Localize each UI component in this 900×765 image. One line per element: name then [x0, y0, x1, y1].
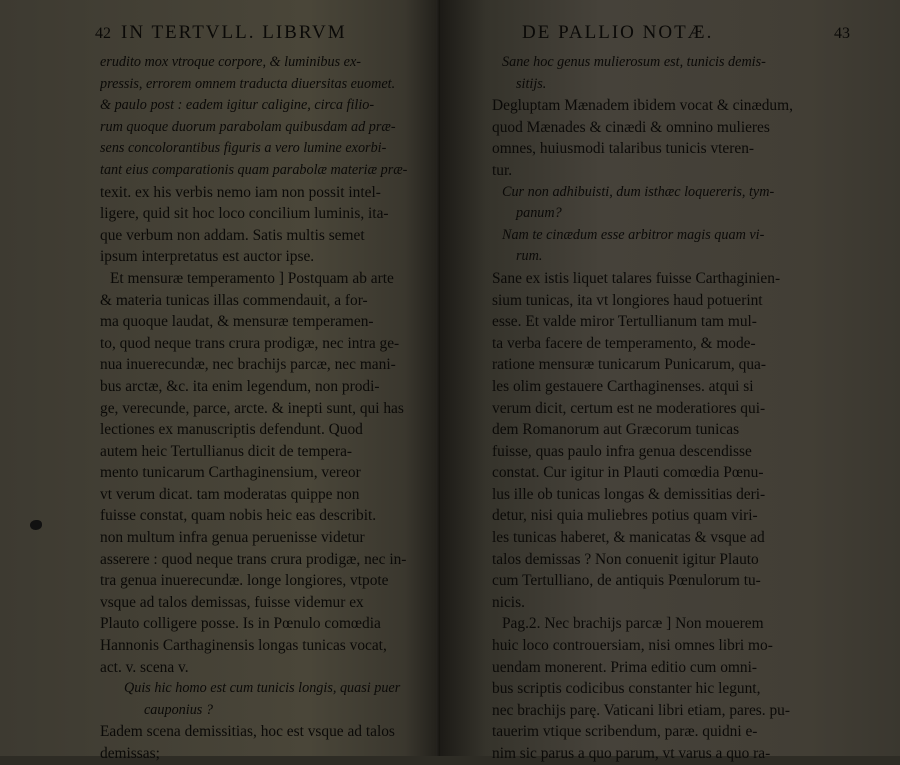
right-page-number: 43: [834, 25, 850, 42]
text-line: Cur non adhibuisti, dum isthæc loquereris, tym-: [502, 183, 775, 200]
text-line: erudito mox vtroque corpore, & luminibus ex-: [100, 54, 361, 70]
text-line: que verbum non addam. Satis multis semet: [100, 226, 365, 244]
text-line: quod Mænades & cinædi & omnino mulieres: [492, 118, 770, 136]
text-line: ge, verecunde, parce, arcte. & inepti sunt, qui has: [100, 399, 404, 417]
text-line: bus scriptis codicibus constanter hic legunt,: [492, 680, 761, 698]
text-line: ma quoque laudat, & mensuræ temperamen-: [100, 313, 374, 331]
left-running-header: [95, 22, 418, 46]
text-line: rum quoque duorum parabolam quibusdam ad præ-: [100, 118, 396, 135]
text-line: vt verum dicat. tam moderatas quippe non: [100, 485, 360, 503]
text-line: Nam te cinædum esse arbitror magis quam vi-: [502, 226, 765, 243]
text-line: & materia tunicas illas commendauit, a for-: [100, 291, 368, 309]
text-line: Degluptam Mænadem ibidem vocat & cinædum,: [492, 97, 793, 115]
text-line: esse. Et valde miror Tertullianum tam mul-: [492, 313, 757, 331]
text-line: Quis hic homo est cum tunicis longis, quasi puer: [124, 680, 401, 697]
text-line: cum Tertulliano, de antiquis Pœnulorum tu-: [492, 572, 761, 590]
text-line: ipsum interpretatus est auctor ipse.: [100, 248, 315, 266]
right-text-block: [492, 52, 810, 765]
text-line: cauponius ?: [144, 701, 213, 718]
text-line: nec brachijs parę. Vaticani libri etiam, pares. pu-: [492, 701, 791, 719]
left-running-head-title: IN TERTVLL. LIBRVM: [121, 22, 347, 43]
text-line: to, quod neque trans crura prodigæ, nec intra ge-: [100, 334, 400, 352]
text-line: act. v. scena v.: [100, 658, 189, 676]
text-line: fuisse constat, quam nobis heic eas describit.: [100, 507, 377, 525]
text-line: Hannonis Carthaginensis longas tunicas vocat,: [100, 637, 387, 655]
text-line: nicis.: [492, 593, 525, 611]
text-line: Sane hoc genus mulierosum est, tunicis demis-: [502, 54, 766, 70]
text-line: demissas;: [100, 745, 160, 762]
text-line: tauerim vtique scribendum, paræ. quidni e-: [492, 723, 758, 741]
text-line: les olim gestauere Carthaginenses. atqui si: [492, 377, 754, 395]
text-line: verum dicit, certum est ne moderatiores qui-: [492, 399, 766, 417]
text-line: sens concolorantibus figuris a vero lumine exorbi-: [100, 140, 387, 157]
text-line: non multum infra genua peruenisse videtur: [100, 529, 365, 547]
text-line: Pag.2. Nec brachijs parcæ ] Non mouerem: [502, 615, 764, 633]
text-line: tra genua inuerecundæ. longe longiores, vtpote: [100, 572, 389, 590]
text-line: ligere, quid sit hoc loco concilium luminis, ita-: [100, 205, 389, 223]
text-line: ta verba facere de temperamento, & mode-: [492, 334, 756, 352]
right-page: [440, 0, 900, 762]
text-line: sium tunicas, ita vt longiores haud potuerint: [492, 291, 763, 309]
text-line: uendam monerent. Prima editio cum omni-: [492, 658, 757, 676]
text-line: huic loco controuersiam, nisi omnes libri mo-: [492, 637, 773, 655]
text-line: ratione mensuræ tunicarum Punicarum, qua-: [492, 356, 766, 374]
text-line: lus ille ob tunicas longas & demissitias deri-: [492, 485, 766, 503]
left-page: [0, 0, 440, 762]
text-line: rum.: [516, 248, 543, 265]
text-line: mento tunicarum Carthaginensium, vereor: [100, 464, 361, 482]
text-line: constat. Cur igitur in Plauti comœdia Pœnu-: [492, 464, 764, 482]
text-line: les tunicas haberet, & manicatas & vsque ad: [492, 529, 765, 547]
text-line: pressis, errorem omnem traducta diuersitas euomet.: [100, 75, 396, 92]
text-line: sitijs.: [516, 75, 547, 92]
text-line: vsque ad talos demissas, fuisse videmur ex: [100, 593, 364, 611]
text-line: Sane ex istis liquet talares fuisse Carthaginien-: [492, 269, 781, 287]
text-line: & paulo post : eadem igitur caligine, circa filio-: [100, 97, 375, 114]
text-line: Eadem scena demissitias, hoc est vsque ad talos: [100, 723, 395, 741]
text-line: bus arctæ, &c. ita enim legendum, non prodi-: [100, 377, 380, 395]
left-page-number: 42: [95, 25, 111, 42]
text-line: nua inuerecundæ, nec brachijs parcæ, nec mani-: [100, 356, 396, 374]
text-line: Et mensuræ temperamento ] Postquam ab arte: [110, 269, 394, 287]
text-line: fuisse, quas paulo infra genua descendisse: [492, 442, 752, 460]
text-line: dem Romanorum aut Græcorum tunicas: [492, 421, 740, 439]
text-line: texit. ex his verbis nemo iam non possit intel-: [100, 183, 381, 201]
text-line: detur, nisi quia muliebres potius quam viri-: [492, 507, 758, 525]
text-line: nim sic parus a quo parum, vt varus a quo ra-: [492, 745, 771, 762]
text-line: panum?: [516, 205, 562, 222]
ink-blot: [30, 520, 42, 530]
right-running-head-title: DE PALLIO NOTÆ.: [522, 22, 714, 43]
text-line: autem heic Tertullianus dicit de tempera-: [100, 442, 353, 460]
text-line: asserere : quod neque trans crura prodigæ, nec in-: [100, 550, 407, 568]
text-line: lectiones ex manuscriptis defendunt. Quod: [100, 421, 363, 439]
left-text-block: [100, 52, 418, 765]
right-running-header: [492, 22, 850, 46]
text-line: omnes, huiusmodi talaribus tunicis vteren-: [492, 140, 755, 158]
text-line: Plauto colligere posse. Is in Pœnulo comœdia: [100, 615, 381, 633]
text-line: talos demissas ? Non conuenit igitur Plauto: [492, 550, 759, 568]
text-line: tur.: [492, 161, 513, 179]
text-line: tant eius comparationis quam parabolæ materiæ præ-: [100, 161, 408, 178]
